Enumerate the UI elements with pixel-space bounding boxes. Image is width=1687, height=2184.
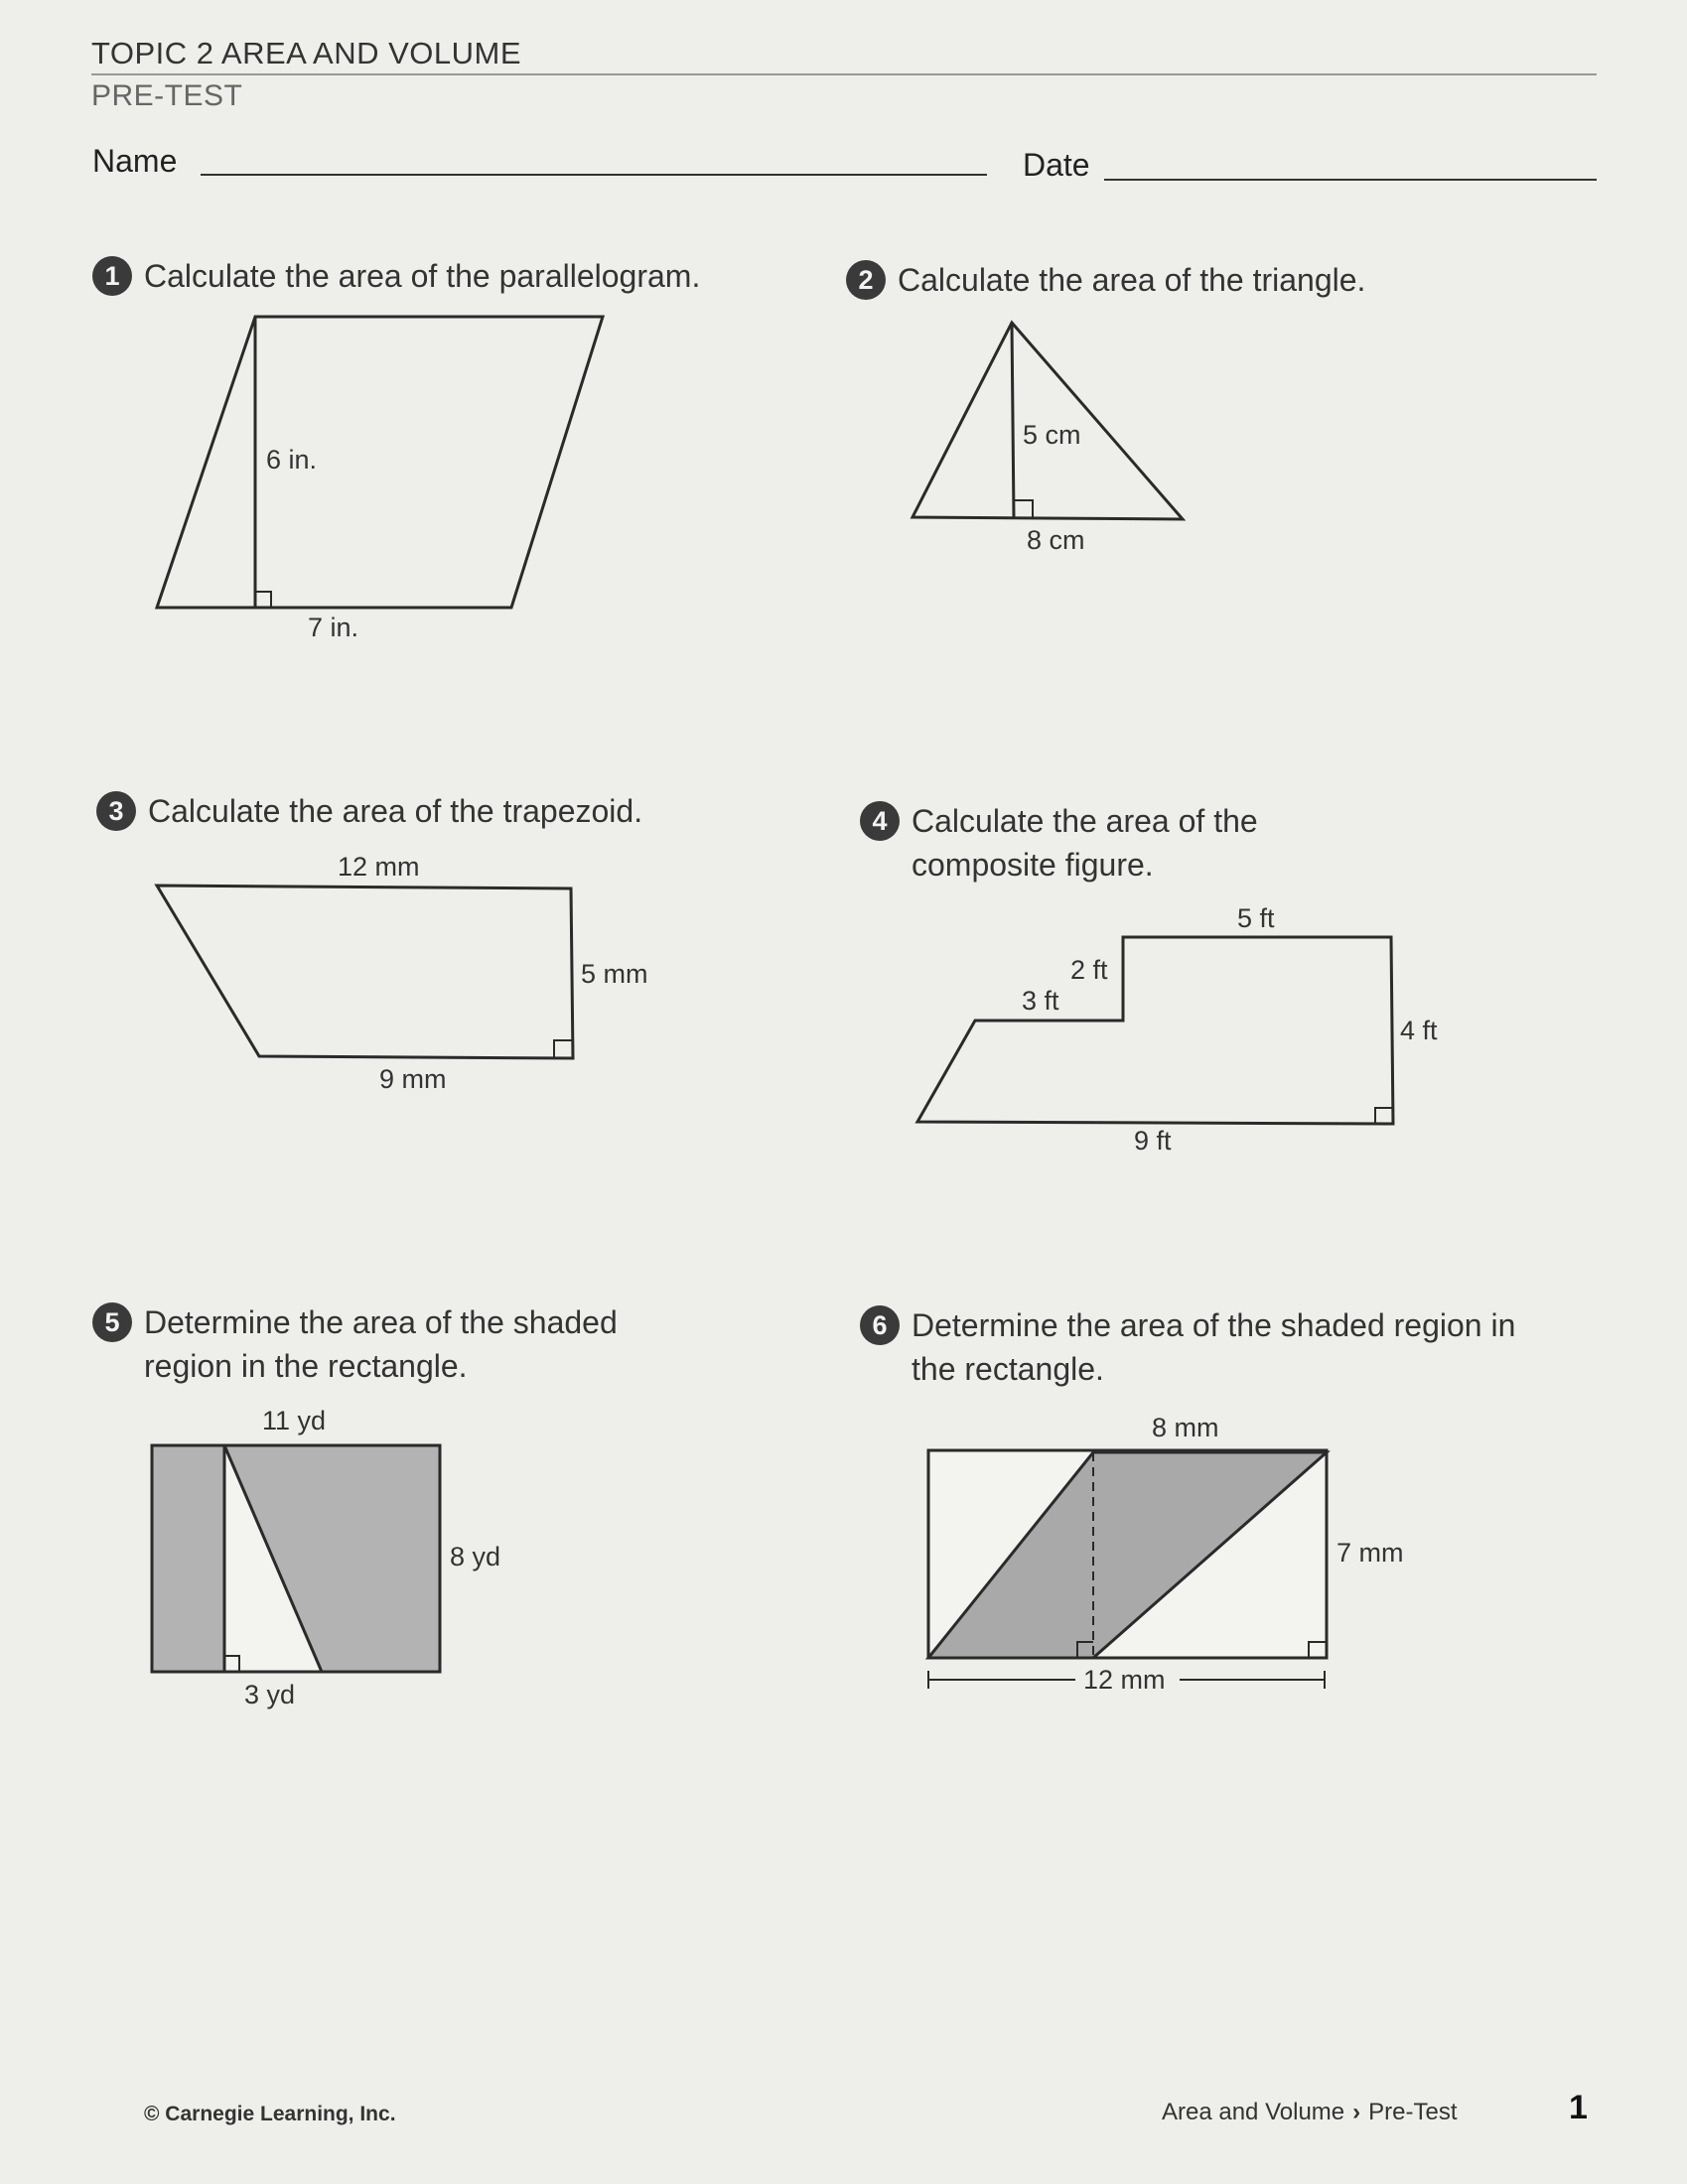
height-label: 5 cm bbox=[1023, 420, 1081, 450]
triangle-figure bbox=[913, 323, 1183, 555]
question-text: Determine the area of the shaded region in the rectangle. bbox=[144, 1304, 618, 1384]
trapezoid-figure bbox=[157, 852, 648, 1094]
bottom-label: 3 yd bbox=[244, 1680, 296, 1709]
breadcrumb-topic: Area and Volume bbox=[1162, 2099, 1345, 2125]
question-text: Calculate the area of the trapezoid. bbox=[148, 793, 643, 829]
shaded-rectangle-figure-6 bbox=[928, 1413, 1404, 1695]
question-number-badge: 2 bbox=[846, 260, 886, 300]
bottom-label: 9 mm bbox=[379, 1064, 447, 1094]
question-text: Calculate the area of the triangle. bbox=[898, 262, 1366, 298]
page-number: 1 bbox=[1569, 2089, 1588, 2126]
trapezoid-shape bbox=[157, 886, 573, 1058]
bottom-label: 9 ft bbox=[1134, 1126, 1172, 1156]
right-angle-icon bbox=[255, 592, 271, 608]
date-label: Date bbox=[1023, 147, 1090, 183]
question-text: Calculate the area of the composite figure. bbox=[912, 803, 1258, 883]
breadcrumb bbox=[1162, 2099, 1457, 2126]
parallelogram-shape bbox=[157, 317, 603, 608]
right-angle-icon bbox=[554, 1040, 573, 1058]
top-label: 11 yd bbox=[262, 1406, 327, 1435]
right-label: 8 yd bbox=[450, 1542, 501, 1571]
right-angle-icon bbox=[1014, 500, 1033, 518]
parallelogram-figure bbox=[157, 317, 603, 642]
copyright-text: © Carnegie Learning, Inc. bbox=[144, 2103, 396, 2125]
question-number-badge: 3 bbox=[96, 791, 136, 831]
name-label: Name bbox=[92, 143, 178, 179]
right-angle-icon bbox=[1375, 1108, 1393, 1124]
question-number-badge: 1 bbox=[92, 256, 132, 296]
base-label: 8 cm bbox=[1027, 525, 1085, 555]
composite-figure bbox=[917, 903, 1438, 1156]
breadcrumb-page: Pre-Test bbox=[1368, 2099, 1458, 2125]
question-number-badge: 5 bbox=[92, 1302, 132, 1342]
right-label: 4 ft bbox=[1400, 1016, 1438, 1045]
question-number-badge: 6 bbox=[860, 1305, 900, 1345]
question-number-badge: 4 bbox=[860, 801, 900, 841]
right-label: 7 mm bbox=[1336, 1538, 1404, 1568]
top-label: 12 mm bbox=[338, 852, 420, 882]
topic-title: TOPIC 2 AREA AND VOLUME bbox=[91, 36, 522, 70]
shaded-rectangle-figure-5 bbox=[152, 1406, 500, 1709]
base-label: 7 in. bbox=[308, 613, 359, 642]
top-label: 8 mm bbox=[1152, 1413, 1219, 1442]
question-text: Calculate the area of the parallelogram. bbox=[144, 258, 701, 294]
pretest-title: PRE-TEST bbox=[91, 79, 243, 112]
bottom-label: 12 mm bbox=[1083, 1665, 1166, 1695]
step-width-label: 3 ft bbox=[1022, 986, 1059, 1016]
step-height-label: 2 ft bbox=[1070, 955, 1108, 985]
composite-shape bbox=[917, 937, 1393, 1124]
height-label: 6 in. bbox=[266, 445, 318, 475]
height-line bbox=[1012, 323, 1014, 518]
side-label: 5 mm bbox=[581, 959, 648, 989]
question-text: Determine the area of the shaded region in the rectangle. bbox=[912, 1307, 1516, 1387]
chevron-right-icon: › bbox=[1352, 2099, 1361, 2125]
top-label: 5 ft bbox=[1237, 903, 1275, 933]
